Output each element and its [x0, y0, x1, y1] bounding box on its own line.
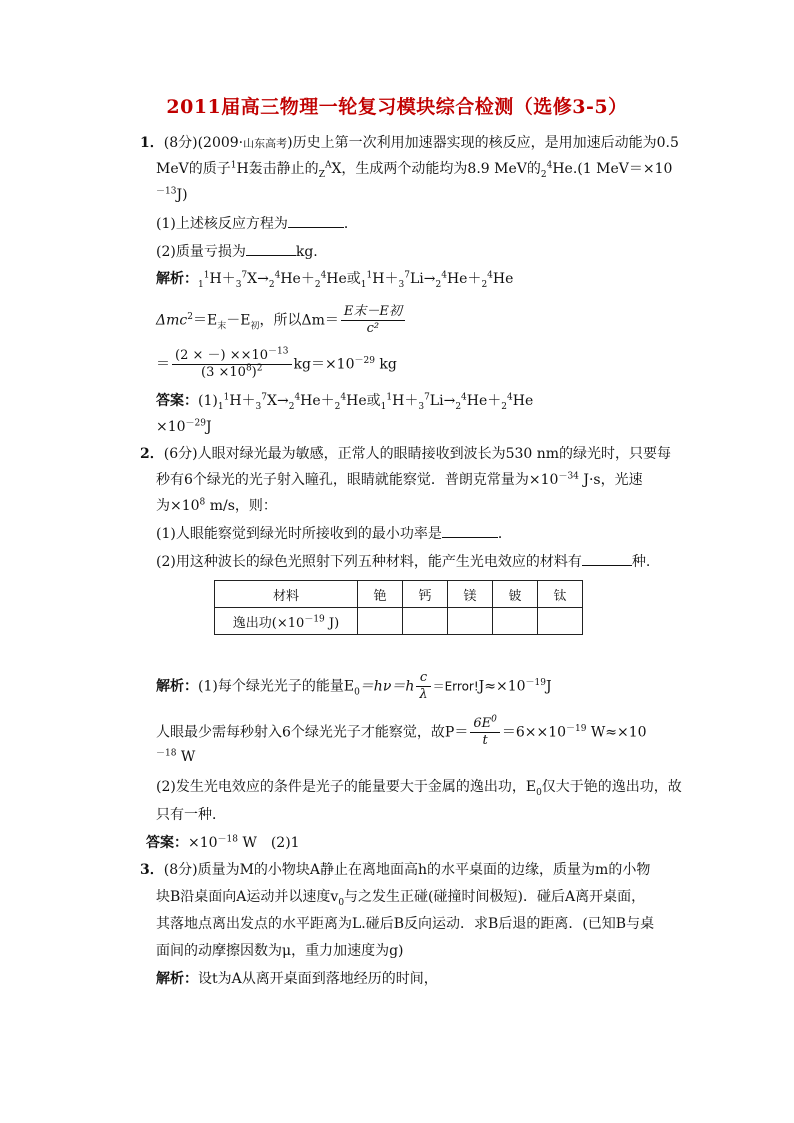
q2-analysis-2b: $^{-18}$ W [156, 748, 196, 765]
answer-blank [246, 242, 296, 256]
table-row-label: 逸出功($\times 10^{-19}$ J) [215, 608, 358, 635]
q2-analysis-2: 人眼最少需每秒射入6个绿光光子才能察觉，故P＝ $\frac{6E^0}{t}$ $=6\times\times 10^{-19}$ W≈×10 [156, 714, 647, 748]
q1-line-1: 1．(8分)(2009·山东高考)历史上第一次利用加速器实现的核反应，是用加速后动能为0.5 [140, 135, 679, 151]
q2-number: 2． [140, 446, 164, 462]
q3-line-3: 其落地点离出发点的水平距离为L.碰后B反向运动．求B后退的距离．(已知B与桌 [156, 916, 655, 932]
q1-answer: 答案：$(1)_1^1H+_3^7X\to_2^4He+_2^4He$或$_1^1H+_3^7Li\to_2^4He+_2^4He$ [156, 392, 534, 412]
q1-part-1: (1)上述核反应方程为 ． [156, 216, 358, 232]
fraction: $\frac{c}{\lambda}$ [416, 670, 430, 703]
table-cell [493, 608, 538, 635]
q1-analysis-eq2: $\Delta mc^2=E_末-E_初$，所以Δm＝ $\frac{\text{E末－E初}}{\text{c²}}$ [156, 304, 407, 337]
q2-part-1: (1)人眼能察觉到绿光时所接收到的最小功率是 ． [156, 526, 512, 542]
q2-line-3: 为$\times 10^8$ m/s，则： [156, 497, 277, 514]
q1-answer-2: $\times 10^{-29}J$ [156, 418, 212, 435]
table-cell [358, 608, 403, 635]
q3-line-4: 面间的动摩擦因数为μ，重力加速度为g) [156, 943, 404, 959]
table-row [215, 608, 583, 635]
answer-blank [442, 524, 498, 538]
q1-line-2: MeV的质子$^1$H轰击静止的$_Z^A$X，生成两个动能均为8.9 MeV的$_2^4$He.(1 MeV＝×10 [156, 160, 673, 180]
page-title: 2011届高三物理一轮复习模块综合检测（选修3-5） [166, 96, 628, 118]
q2-line-2: 秒有6个绿光的光子射入瞳孔，眼睛就能察觉．普朗克常量为$\times 10^{-34}$ J·s，光速 [156, 471, 643, 488]
q1-analysis-eq3: ＝ $\frac{(2 \times -) \times\times 10^{-13}}{(3 \times 10^8)^2}$ $kg=\times 10^{-29}$ kg [156, 346, 397, 380]
q1-analysis-eq1: 解析：$_1^1H+_3^7X\to_2^4He+_2^4He$或$_1^1H+_3^7Li\to_2^4He+_2^4He$ [156, 270, 514, 290]
work-function-table [214, 580, 583, 635]
q2-answer: 答案：$\times 10^{-18}$ W (2)1 [146, 834, 300, 851]
q2-analysis-1: 解析：(1)每个绿光光子的能量$E_0=h\nu=h$ $\frac{c}{\lambda}$ $=Error!J\approx\times 10^{-19}J$ [156, 670, 552, 702]
q1-number: 1． [140, 135, 164, 151]
answer-blank [288, 214, 344, 228]
q2-line-1: 2．(6分)人眼对绿光最为敏感，正常人的眼睛接收到波长为530 nm的绿光时，只要每 [140, 446, 672, 462]
table-header-cell: 钙 [403, 581, 448, 608]
table-header-cell: 镁 [448, 581, 493, 608]
fraction: $\frac{(2 \times -) \times\times 10^{-13}}{(3 \times 10^8)^2}$ [172, 348, 292, 381]
q2-analysis-3: (2)发生光电效应的条件是光子的能量要大于金属的逸出功，$E_0$仅大于铯的逸出功，故 [156, 779, 682, 798]
table-row [215, 581, 583, 608]
table-header-cell: 材料 [215, 581, 358, 608]
table-cell [538, 608, 583, 635]
table-header-cell: 钛 [538, 581, 583, 608]
table-header-cell: 铍 [493, 581, 538, 608]
q3-line-2: 块B沿桌面向A运动并以速度$v_0$与之发生正碰(碰撞时间极短)．碰后A离开桌面， [156, 889, 646, 908]
q3-line-1: 3．(8分)质量为M的小物块A静止在离地面高h的水平桌面的边缘，质量为m的小物 [140, 862, 651, 878]
q3-number: 3． [140, 862, 164, 878]
table-header-cell: 铯 [358, 581, 403, 608]
table-cell [448, 608, 493, 635]
fraction: $\frac{6E^0}{t}$ [470, 716, 500, 749]
q1-part-2: (2)质量亏损为 kg. [156, 244, 318, 260]
table-cell [403, 608, 448, 635]
q3-analysis: 解析：设t为A从离开桌面到落地经历的时间， [156, 971, 438, 987]
fraction: $\frac{\text{E末－E初}}{\text{c²}}$ [341, 304, 405, 337]
q1-line-3: $^{-13}$J) [156, 186, 188, 203]
q2-analysis-3b: 只有一种． [156, 807, 226, 823]
answer-blank [582, 552, 632, 566]
q2-part-2: (2)用这种波长的绿色光照射下列五种材料，能产生光电效应的材料有 种. [156, 554, 651, 570]
